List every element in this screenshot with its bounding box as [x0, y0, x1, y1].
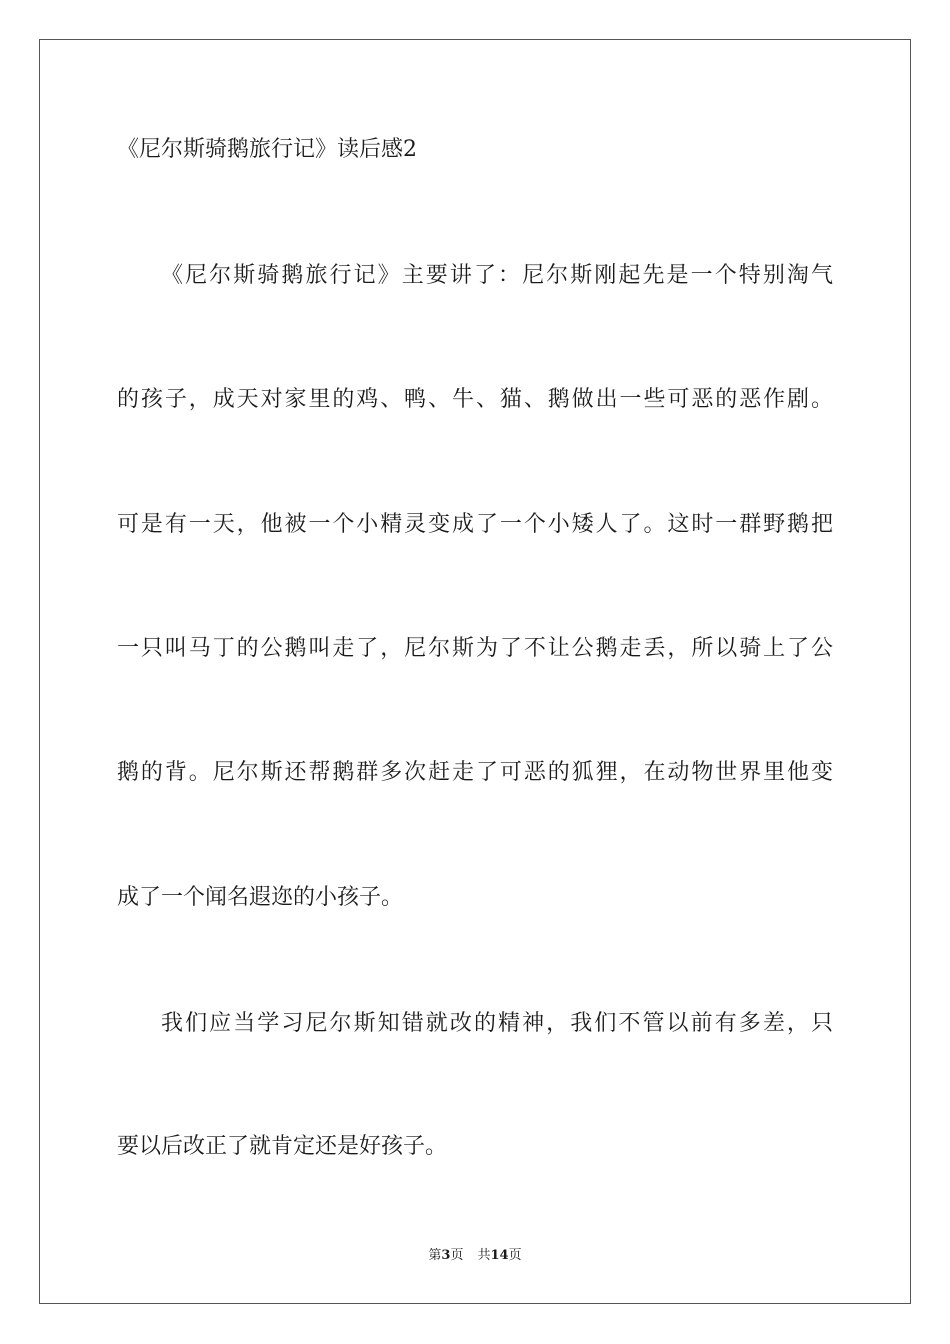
footer-total-prefix: 共 [477, 1248, 491, 1263]
page-frame [39, 39, 911, 1304]
footer-page-prefix: 第 [428, 1248, 442, 1263]
footer-total-pages: 14 [490, 1248, 509, 1263]
paragraph-1-line-5: 鹅的背。尼尔斯还帮鹅群多次赶走了可恶的狐狸，在动物世界里他变 [117, 760, 833, 785]
footer-page-number: 3 [441, 1248, 451, 1263]
paragraph-1-line-2: 的孩子，成天对家里的鸡、鸭、牛、猫、鹅做出一些可恶的恶作剧。 [117, 387, 833, 412]
document-title: 《尼尔斯骑鹅旅行记》读后感2 [117, 137, 417, 162]
paragraph-1-line-1: 《尼尔斯骑鹅旅行记》主要讲了：尼尔斯刚起先是一个特别淘气 [161, 263, 833, 288]
footer-total-suffix: 页 [508, 1248, 522, 1263]
paragraph-1-line-4: 一只叫马丁的公鹅叫走了，尼尔斯为了不让公鹅走丢，所以骑上了公 [117, 636, 833, 661]
paragraph-1-line-3: 可是有一天，他被一个小精灵变成了一个小矮人了。这时一群野鹅把 [117, 512, 833, 537]
paragraph-2-line-1: 我们应当学习尼尔斯知错就改的精神，我们不管以前有多差，只 [161, 1011, 833, 1036]
footer-page-suffix: 页 [450, 1248, 464, 1263]
page-footer [0, 1247, 950, 1265]
paragraph-2-line-2: 要以后改正了就肯定还是好孩子。 [117, 1134, 448, 1159]
paragraph-1-line-6: 成了一个闻名遐迩的小孩子。 [117, 885, 404, 910]
